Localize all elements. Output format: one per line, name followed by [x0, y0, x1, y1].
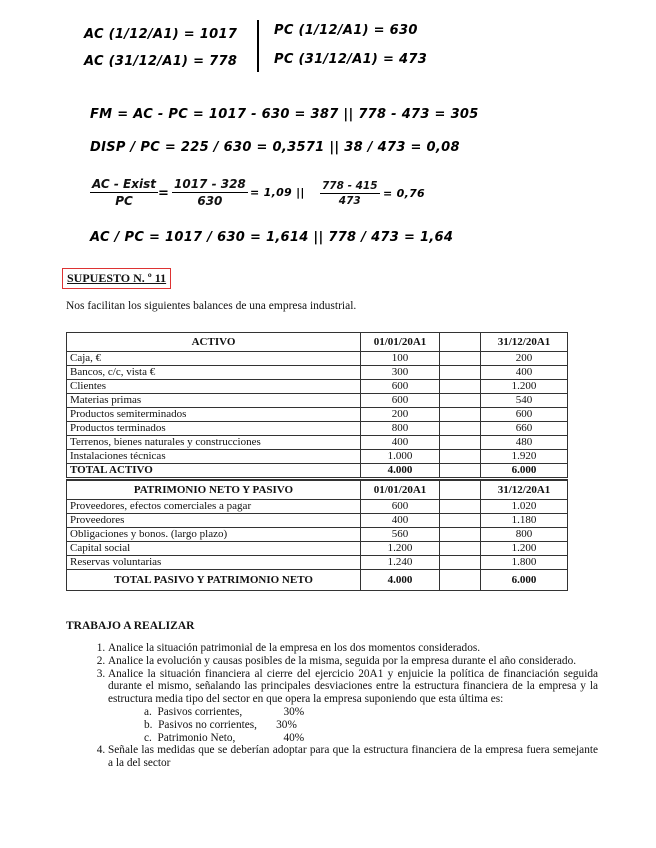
- activo-total-row: [67, 464, 568, 479]
- hw-acid-calc-num: 1017 - 328: [174, 177, 246, 191]
- row-label: Bancos, c/c, vista €: [67, 366, 361, 380]
- row-value-1: 800: [361, 422, 440, 436]
- hw-ac-initial: AC (1/12/A1) = 1017: [84, 27, 238, 42]
- row-label: Proveedores, efectos comerciales a pagar: [67, 500, 361, 514]
- pasivo-header-date1: 01/01/20A1: [361, 481, 440, 500]
- hw-acid-eq: =: [158, 186, 170, 201]
- total-value-2: 6.000: [481, 570, 568, 591]
- row-label: Proveedores: [67, 514, 361, 528]
- task-text: Analice la situación financiera al cierre del ejercicio 20A1 y enjuicie la política de financiación seguida durante el mismo, señalando las principales desviaciones entre la estructura financiera de la empresa y la estructura media tipo del sector en que opera la empresa suponiendo que esta última es:: [108, 667, 598, 706]
- row-label: Materias primas: [67, 394, 361, 408]
- hw-acid2-num: 778 - 415: [322, 180, 378, 192]
- row-value-1: 400: [361, 514, 440, 528]
- pasivo-header-date2: 31/12/20A1: [481, 481, 568, 500]
- table-row: [67, 422, 568, 436]
- table-row: [67, 556, 568, 570]
- activo-header-spacer: [440, 333, 481, 352]
- hw-acid-num: AC - Exist: [92, 177, 156, 191]
- pasivo-total-row: [67, 570, 568, 591]
- row-value-2: 1.200: [481, 380, 568, 394]
- row-value-1: 400: [361, 436, 440, 450]
- total-value-1: 4.000: [361, 570, 440, 591]
- hw-acid-calc-den: 630: [197, 194, 223, 208]
- row-value-1: 600: [361, 394, 440, 408]
- table-row: [67, 380, 568, 394]
- row-value-2: 600: [481, 408, 568, 422]
- row-value-1: 300: [361, 366, 440, 380]
- row-value-1: 1.200: [361, 542, 440, 556]
- row-label: Instalaciones técnicas: [67, 450, 361, 464]
- table-row: [67, 394, 568, 408]
- row-label: Caja, €: [67, 352, 361, 366]
- activo-header-date2: 31/12/20A1: [481, 333, 568, 352]
- row-value-1: 600: [361, 380, 440, 394]
- hw-acid-result: = 1,09 ||: [250, 186, 305, 199]
- intro-text: Nos facilitan los siguientes balances de una empresa industrial.: [66, 300, 357, 312]
- row-label: Productos semiterminados: [67, 408, 361, 422]
- pasivo-header-label: PATRIMONIO NETO Y PASIVO: [67, 481, 361, 500]
- hw-divider: [257, 20, 259, 72]
- hw-acid-fraction: [90, 177, 158, 208]
- row-value-2: 1.800: [481, 556, 568, 570]
- sector-item: c. Patrimonio Neto, 40%: [144, 731, 305, 744]
- table-row: [67, 408, 568, 422]
- total-label: TOTAL PASIVO Y PATRIMONIO NETO: [67, 570, 361, 591]
- supuesto-title: SUPUESTO N. º 11: [62, 268, 171, 289]
- hw-ac-pc: AC / PC = 1017 / 630 = 1,614 || 778 / 473 = 1,64: [90, 230, 454, 245]
- row-value-2: 800: [481, 528, 568, 542]
- row-value-1: 560: [361, 528, 440, 542]
- hw-acid-calc: [172, 177, 248, 208]
- row-value-2: 200: [481, 352, 568, 366]
- row-label: Capital social: [67, 542, 361, 556]
- table-row: [67, 366, 568, 380]
- hw-acid-den: PC: [115, 194, 133, 208]
- activo-table: [66, 332, 568, 480]
- row-value-2: 660: [481, 422, 568, 436]
- hw-ac-final: AC (31/12/A1) = 778: [84, 54, 238, 69]
- task-item: 2. Analice la evolución y causas posibles de la misma, seguida por la empresa durante el año considerado.: [108, 655, 598, 668]
- activo-header-label: ACTIVO: [67, 333, 361, 352]
- task-item: [108, 668, 598, 745]
- row-label: Clientes: [67, 380, 361, 394]
- row-label: Reservas voluntarias: [67, 556, 361, 570]
- table-row: [67, 542, 568, 556]
- row-value-1: 100: [361, 352, 440, 366]
- row-value-2: 1.020: [481, 500, 568, 514]
- activo-header-date1: 01/01/20A1: [361, 333, 440, 352]
- total-value-1: 4.000: [361, 464, 440, 479]
- row-value-1: 200: [361, 408, 440, 422]
- row-value-2: 1.200: [481, 542, 568, 556]
- task-item: 4. Señale las medidas que se deberían adoptar para que la estructura financiera de la empresa fuera semejante a la del sector: [108, 744, 598, 770]
- row-value-2: 1.920: [481, 450, 568, 464]
- row-value-2: 1.180: [481, 514, 568, 528]
- hw-pc-final: PC (31/12/A1) = 473: [274, 52, 428, 67]
- row-value-1: 1.240: [361, 556, 440, 570]
- hw-fondo-maniobra: FM = AC - PC = 1017 - 630 = 387 || 778 - 473 = 305: [90, 107, 479, 122]
- trabajo-heading: TRABAJO A REALIZAR: [66, 620, 195, 632]
- pasivo-header-spacer: [440, 481, 481, 500]
- activo-header-row: [67, 333, 568, 352]
- row-value-1: 1.000: [361, 450, 440, 464]
- pasivo-table: [66, 480, 568, 591]
- row-value-2: 540: [481, 394, 568, 408]
- row-label: Productos terminados: [67, 422, 361, 436]
- table-row: [67, 352, 568, 366]
- sector-item: b. Pasivos no corrientes, 30%: [144, 718, 297, 731]
- row-label: Obligaciones y bonos. (largo plazo): [67, 528, 361, 542]
- table-row: [67, 436, 568, 450]
- total-value-2: 6.000: [481, 464, 568, 479]
- hw-disponibilidad: DISP / PC = 225 / 630 = 0,3571 || 38 / 473 = 0,08: [90, 140, 460, 155]
- row-value-2: 480: [481, 436, 568, 450]
- hw-acid2-den: 473: [338, 195, 361, 207]
- table-row: [67, 500, 568, 514]
- row-value-1: 600: [361, 500, 440, 514]
- task-list: [66, 642, 598, 770]
- hw-acid2-fraction: [320, 180, 380, 207]
- table-row: [67, 514, 568, 528]
- pasivo-header-row: [67, 481, 568, 500]
- row-value-2: 400: [481, 366, 568, 380]
- table-row: [67, 528, 568, 542]
- hw-acid2-result: = 0,76: [383, 187, 425, 200]
- table-row: [67, 450, 568, 464]
- row-label: Terrenos, bienes naturales y construcciones: [67, 436, 361, 450]
- hw-pc-initial: PC (1/12/A1) = 630: [274, 23, 418, 38]
- total-label: TOTAL ACTIVO: [67, 464, 361, 479]
- sector-list: [108, 706, 598, 744]
- task-item: 1. Analice la situación patrimonial de la empresa en los dos momentos considerados.: [108, 642, 598, 655]
- sector-item: a. Pasivos corrientes, 30%: [144, 705, 305, 718]
